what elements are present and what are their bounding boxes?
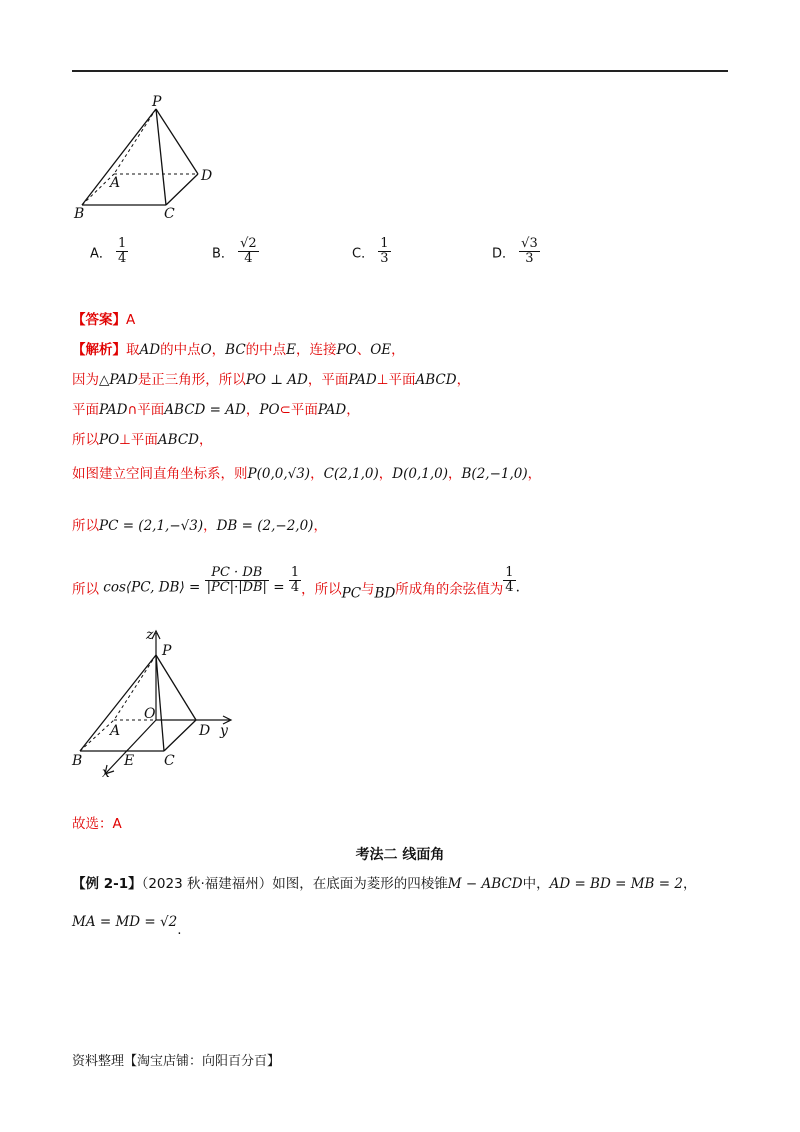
solution-text: ⊂平面 [279, 402, 318, 418]
label-a: A [110, 723, 121, 739]
pyramid-figure-2 [70, 625, 250, 785]
example-text: （2023 秋·福建福州）如图，在底面为菱形的四棱锥 [141, 876, 448, 892]
math-abcd-ad: ABCD = AD [164, 402, 246, 418]
solution-text: ， [211, 342, 226, 358]
separator: ， [448, 466, 462, 482]
solution-line-1 [72, 338, 405, 358]
math-pad: PAD [348, 372, 377, 388]
example-text: . [177, 922, 182, 938]
label-p: P [162, 643, 172, 659]
footer-credit: 资料整理【淘宝店铺：向阳百分百】 [72, 1054, 281, 1069]
solution-text: 的中点 [160, 342, 201, 358]
math-m-abcd: M − ABCD [447, 876, 523, 892]
label-y: y [220, 723, 228, 739]
separator: ， [310, 466, 324, 482]
option-a[interactable] [90, 237, 128, 267]
option-c-value: $\frac{1}{3}$ [380, 236, 389, 267]
math-equals: = [273, 579, 285, 596]
math-cos-fraction: $\frac{PC \cdot DB}{|PC|\cdot|DB|}$ [206, 565, 267, 596]
label-x: x [102, 765, 110, 781]
solution-text: ，所以 [301, 581, 342, 598]
label-z: z [146, 627, 154, 643]
math-point-c: C(2,1,0) [323, 466, 379, 482]
math-bd: BD [374, 585, 396, 602]
label-b: B [72, 753, 83, 769]
math-po: PO [336, 342, 357, 358]
solution-text: ， [456, 372, 471, 388]
solution-text: 是正三角形，所以 [137, 372, 246, 388]
separator: ， [313, 518, 327, 534]
option-b[interactable] [212, 237, 259, 267]
solution-text: ⊥平面 [376, 372, 416, 388]
math-pc: PC [341, 585, 362, 602]
math-ad: AD [139, 342, 161, 358]
math-e: E [286, 342, 297, 358]
solution-text: ， [391, 342, 405, 358]
math-pad: PAD [99, 402, 128, 418]
option-d-value: $\frac{√3}{3}$ [521, 236, 538, 267]
separator: ， [527, 466, 542, 482]
solution-text: 、 [356, 342, 371, 358]
math-vector-pc: PC = (2,1,−√3) [99, 518, 204, 534]
solution-text: ，平面 [307, 372, 349, 388]
option-a-value: $\frac{1}{4}$ [118, 236, 127, 267]
math-abcd: ABCD [157, 432, 199, 448]
answer-value: A [126, 312, 136, 328]
example-line-2 [72, 914, 182, 938]
math-result-fraction: $\frac{1}{4}$ [505, 565, 514, 596]
solution-text: 与 [361, 581, 375, 598]
solution-text: ， [346, 402, 360, 418]
solution-line-2 [72, 368, 470, 388]
math-cos: cos⟨PC, DB⟩ = [103, 579, 201, 596]
math-point-d: D(0,1,0) [392, 466, 449, 482]
label-e: E [124, 753, 135, 769]
solution-text: 取 [126, 342, 140, 358]
option-d[interactable] [492, 237, 540, 267]
solution-bracket: 【解析】 [72, 342, 126, 358]
math-pad: PAD [317, 402, 347, 418]
example-text: 中， [522, 876, 550, 892]
solution-line-7 [72, 566, 520, 601]
option-a-letter: A． [90, 246, 112, 262]
option-c-letter: C． [352, 246, 375, 262]
solution-text: 平面 [72, 402, 99, 418]
solution-text: ∩平面 [127, 402, 165, 418]
solution-text: 所以 [72, 518, 99, 534]
math-triangle-pad: △PAD [99, 372, 138, 388]
label-d: D [201, 168, 213, 184]
label-d: D [199, 723, 211, 739]
math-point-p: P(0,0,√3) [247, 466, 311, 482]
solution-text: ⊥平面 [119, 432, 158, 448]
solution-text: ， [245, 402, 260, 418]
math-value-fraction: $\frac{1}{4}$ [290, 565, 300, 596]
solution-text: ， [199, 432, 213, 448]
pyramid-figure-1 [70, 92, 230, 227]
answer-line [72, 308, 135, 328]
math-point-b: B(2,−1,0) [461, 466, 528, 482]
option-b-letter: B． [212, 246, 234, 262]
math-ma-md: MA = MD = √2 [72, 914, 178, 930]
math-abcd: ABCD [415, 372, 457, 388]
example-text: ， [682, 876, 697, 892]
math-po: PO [259, 402, 280, 418]
separator: ， [378, 466, 393, 482]
solution-text: 因为 [72, 372, 99, 388]
solution-line-5 [72, 462, 541, 482]
option-d-letter: D． [492, 246, 516, 262]
solution-line-6 [72, 514, 327, 534]
answer-bracket: 【答案】 [72, 312, 126, 328]
math-period: . [515, 579, 520, 596]
solution-text: 所以 [72, 432, 99, 448]
section-title: 考法二 线面角 [355, 847, 445, 863]
math-equal-lengths: AD = BD = MB = 2 [549, 876, 683, 892]
example-bracket: 【例 2-1】 [72, 876, 142, 892]
conclusion-line: 故选：A [72, 816, 122, 832]
example-line-1 [72, 872, 696, 892]
math-po-perp-ad: PO ⊥ AD [245, 372, 308, 388]
solution-text: 如图建立空间直角坐标系，则 [72, 466, 248, 482]
solution-text: 所以 [72, 581, 99, 598]
option-b-value: $\frac{√2}{4}$ [240, 236, 257, 267]
math-po: PO [99, 432, 120, 448]
option-c[interactable] [352, 237, 391, 267]
math-vector-db: DB = (2,−2,0) [216, 518, 314, 534]
solution-line-4 [72, 428, 213, 448]
solution-text: 所成角的余弦值为 [395, 581, 504, 598]
solution-text: ，连接 [296, 342, 337, 358]
label-a: A [110, 175, 121, 191]
label-c: C [164, 206, 175, 222]
math-bc: BC [225, 342, 246, 358]
label-o: O [144, 706, 156, 722]
label-c: C [164, 753, 175, 769]
label-b: B [74, 206, 85, 222]
label-p: P [152, 94, 162, 110]
solution-line-3 [72, 398, 360, 418]
separator: ， [203, 518, 217, 534]
math-oe: OE [370, 342, 392, 358]
math-o: O [200, 342, 212, 358]
header-rule [72, 70, 728, 72]
solution-text: 的中点 [245, 342, 287, 358]
